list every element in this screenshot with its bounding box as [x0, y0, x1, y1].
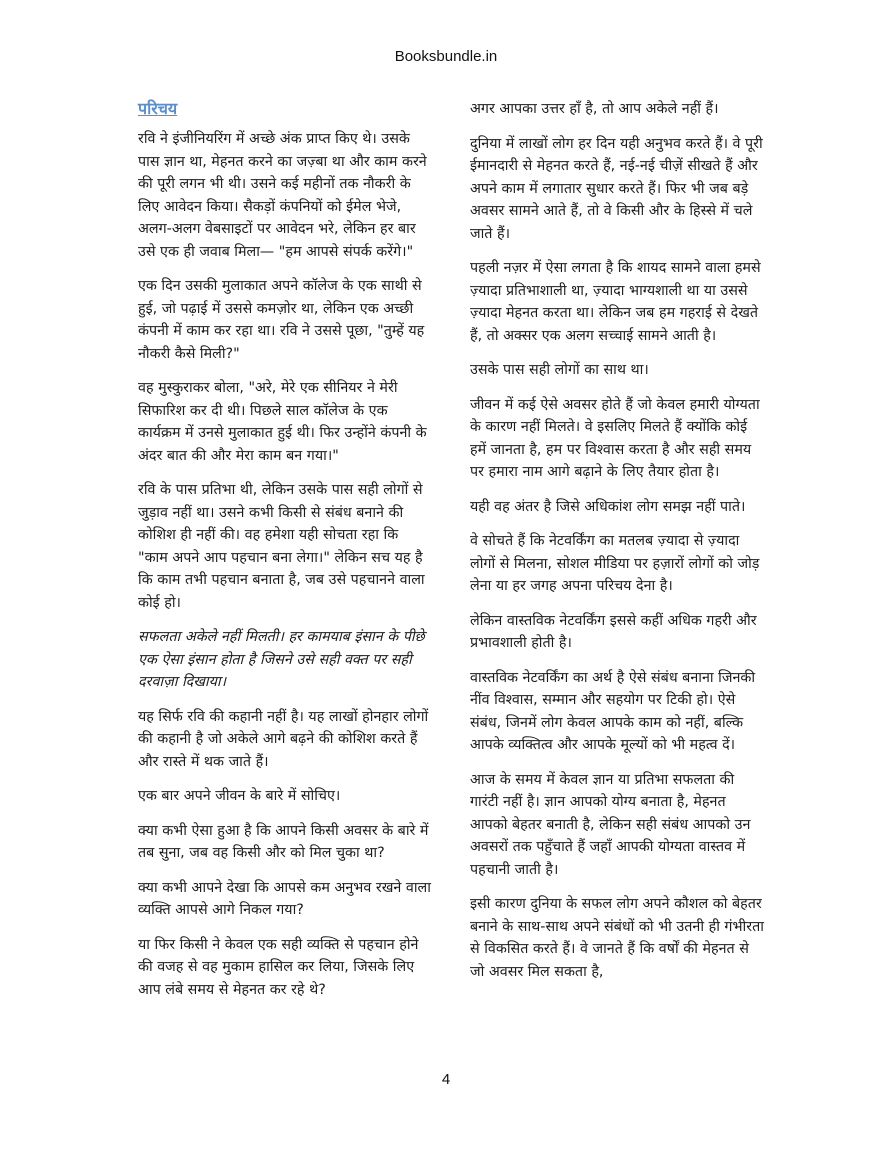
paragraph: रवि के पास प्रतिभा थी, लेकिन उसके पास सही लोगों से जुड़ाव नहीं था। उसने कभी किसी से संबंध बनाने की कोशिश ही नहीं की। वह हमेशा यही सोचता रहा कि "काम अपने आप पहचान बना लेगा।" लेकिन सच यह है कि काम तभी पहचान बनाता है, जब उसे पहचानने वाला कोई हो। — [138, 482, 425, 611]
paragraph: दुनिया में लाखों लोग हर दिन यही अनुभव करते हैं। वे पूरी ईमानदारी से मेहनत करते हैं, नई-नई चीज़ें सीखते हैं और अपने काम में लगातार सुधार करते हैं। फिर भी जब बड़े अवसर सामने आते हैं, तो वे किसी और के हिस्से में चले जाते हैं। — [470, 135, 763, 242]
paragraph: यह सिर्फ रवि की कहानी नहीं है। यह लाखों होनहार लोगों की कहानी है जो अकेले आगे बढ़ने की कोशिश करते हैं और रास्ते में थक जाते हैं। — [138, 708, 429, 770]
paragraph: अगर आपका उत्तर हाँ है, तो आप अकेले नहीं हैं। — [470, 101, 719, 117]
paragraph: पहली नज़र में ऐसा लगता है कि शायद सामने वाला हमसे ज़्यादा प्रतिभाशाली था, ज़्यादा भाग्यशाली था या उससे ज़्यादा मेहनत करता था। लेकिन जब हम गहराई से देखते हैं, तो अक्सर एक अलग सच्चाई सामने आती है। — [470, 260, 761, 344]
right-column — [470, 98, 764, 995]
paragraph: जीवन में कई ऐसे अवसर होते हैं जो केवल हमारी योग्यता के कारण नहीं मिलते। वे इसलिए मिलते हैं क्योंकि कोई हमें जानता है, हम पर विश्वास करता है और सही समय पर हमारा नाम आगे बढ़ाने के लिए तैयार होता है। — [470, 396, 760, 480]
paragraph: वे सोचते हैं कि नेटवर्किंग का मतलब ज़्यादा से ज़्यादा लोगों से मिलना, सोशल मीडिया पर हज़ारों लोगों को जोड़ लेना या हर जगह अपना परिचय देना है। — [470, 533, 760, 594]
section-heading: परिचय — [138, 99, 178, 118]
left-column — [138, 98, 432, 1013]
paragraph: क्या कभी ऐसा हुआ है कि आपने किसी अवसर के बारे में तब सुना, जब वह किसी और को मिल चुका था? — [138, 822, 429, 861]
paragraph: वह मुस्कुराकर बोला, "अरे, मेरे एक सीनियर ने मेरी सिफारिश कर दी थी। पिछले साल कॉलेज के एक कार्यक्रम में उनसे मुलाकात हुई थी। फिर उन्होंने कंपनी के अंदर बात की और मेरा काम बन गया।" — [138, 380, 427, 464]
paragraph: उसके पास सही लोगों का साथ था। — [470, 362, 649, 378]
paragraph: वास्तविक नेटवर्किंग का अर्थ है ऐसे संबंध बनाना जिनकी नींव विश्वास, सम्मान और सहयोग पर टिकी हो। ऐसे संबंध, जिनमें लोग केवल आपके काम को नहीं, बल्कि आपके व्यक्तित्व और आपके मूल्यों को भी महत्व दें। — [470, 669, 756, 753]
paragraph: इसी कारण दुनिया के सफल लोग अपने कौशल को बेहतर बनाने के साथ-साथ अपने संबंधों को भी उतनी ही गंभीरता से विकसित करते हैं। वे जानते हैं कि वर्षों की मेहनत से जो अवसर मिल सकता है, — [470, 896, 764, 980]
paragraph: लेकिन वास्तविक नेटवर्किंग इससे कहीं अधिक गहरी और प्रभावशाली होती है। — [470, 612, 757, 651]
quote-paragraph: सफलता अकेले नहीं मिलती। हर कामयाब इंसान के पीछे एक ऐसा इंसान होता है जिसने उसे सही वक्त पर सही दरवाज़ा दिखाया। — [138, 629, 425, 690]
paragraph: यही वह अंतर है जिसे अधिकांश लोग समझ नहीं पाते। — [470, 498, 746, 515]
paragraph: या फिर किसी ने केवल एक सही व्यक्ति से पहचान होने की वजह से वह मुकाम हासिल कर लिया, जिसके लिए आप लंबे समय से मेहनत कर रहे थे? — [138, 936, 419, 998]
paragraph: रवि ने इंजीनियरिंग में अच्छे अंक प्राप्त किए थे। उसके पास ज्ञान था, मेहनत करने का जज़्बा था और काम करने की पूरी लगन भी थी। उसने कई महीनों तक नौकरी के लिए आवेदन किया। सैकड़ों कंपनियों को ईमेल भेजे, अलग-अलग वेबसाइटों पर आवेदन भरे, लेकिन हर बार उसे एक ही जवाब मिला— "हम आपसे संपर्क करेंगे।" — [138, 131, 427, 260]
site-header: Booksbundle.in — [394, 48, 498, 65]
paragraph: एक बार अपने जीवन के बारे में सोचिए। — [138, 788, 341, 804]
page-number: 4 — [441, 1071, 451, 1088]
paragraph: एक दिन उसकी मुलाकात अपने कॉलेज के एक साथी से हुई, जो पढ़ाई में उससे कमज़ोर था, लेकिन एक अच्छी कंपनी में काम कर रहा था। रवि ने उससे पूछा, "तुम्हें यह नौकरी कैसे मिली?" — [138, 278, 425, 362]
paragraph: आज के समय में केवल ज्ञान या प्रतिभा सफलता की गारंटी नहीं है। ज्ञान आपको योग्य बनाता है, मेहनत आपको बेहतर बनाती है, लेकिन सही संबंध आपको उन अवसरों तक पहुँचाते हैं जहाँ आपकी योग्यता वास्तव में पहचानी जाती है। — [470, 771, 751, 878]
paragraph: क्या कभी आपने देखा कि आपसे कम अनुभव रखने वाला व्यक्ति आपसे आगे निकल गया? — [138, 879, 431, 918]
